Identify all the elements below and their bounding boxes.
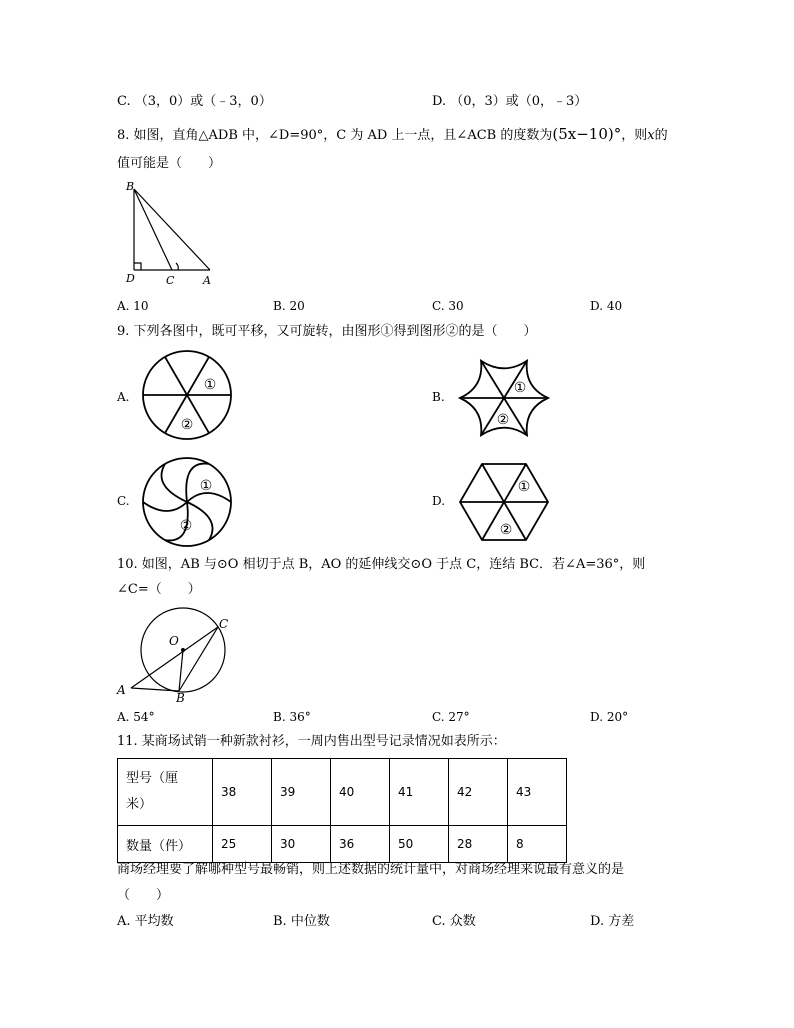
table-row (118, 826, 567, 863)
q8-option-b: B. 20 (273, 299, 305, 313)
q8-label-a: A (203, 274, 211, 287)
q11-header-size (118, 759, 213, 826)
q8-angle-arc (176, 263, 178, 270)
q11-size-cell: 42 (449, 759, 508, 826)
q10-option-a: A. 54° (117, 710, 155, 724)
q10-option-b: B. 36° (273, 710, 311, 724)
q11-size-cell: 41 (390, 759, 449, 826)
q10-segment-bc (179, 627, 218, 691)
q9c-mark-2: ② (179, 518, 193, 534)
q11-size-cell: 39 (272, 759, 331, 826)
q8-stem-part2: ，则 (621, 128, 648, 143)
q8-stem-part1: 8. 如图，直角△ADB 中，∠D=90°，C 为 AD 上一点，且∠ACB 的度数为 (117, 128, 553, 143)
q9-label-a: A. (117, 390, 130, 404)
q8-right-angle-mark (134, 263, 141, 270)
q11-qty-label: 数量（件） (118, 826, 213, 863)
q11-table (117, 758, 567, 863)
q9-label-d: D. (432, 494, 446, 508)
q8-option-a: A. 10 (117, 299, 149, 313)
q10-label-b: B (176, 691, 185, 705)
q8-stem-line2: 值可能是（ ） (117, 156, 222, 171)
q8-stem (117, 125, 668, 145)
q9d-mark-1: ① (517, 479, 531, 495)
q11-size-cell: 38 (213, 759, 272, 826)
q8-expression: (5x−10)° (552, 125, 622, 143)
q8-variable: x (647, 128, 655, 143)
q9c-mark-1: ① (199, 478, 213, 494)
q8-stem-part3: 的 (654, 128, 668, 143)
q11-header-line2: 米） (126, 797, 153, 812)
q11-stem: 11. 某商场试销一种新款衬衫，一周内售出型号记录情况如表所示： (117, 734, 506, 749)
q9b-mark-2: ② (496, 412, 510, 428)
q9-label-c: C. (117, 494, 130, 508)
q11-qty-cell: 8 (508, 826, 567, 863)
q9a-mark-2: ② (180, 417, 194, 433)
q9-label-b: B. (432, 390, 445, 404)
q10-option-d: D. 20° (590, 710, 629, 724)
q11-header-line1: 型号（厘 (126, 771, 179, 786)
q8-label-b: B (126, 180, 135, 193)
q8-option-d: D. 40 (590, 299, 623, 313)
q10-center-dot (181, 648, 185, 652)
q9-figure-d (456, 459, 552, 545)
q11-option-a: A. 平均数 (117, 914, 174, 929)
q8-figure (117, 178, 227, 290)
table-row (118, 759, 567, 826)
q10-stem-line2: ∠C=（ ） (117, 582, 201, 597)
q11-qty-cell: 25 (213, 826, 272, 863)
q7-option-d: D. （0，3）或（0，﹣3） (432, 94, 588, 109)
q11-qty-cell: 36 (331, 826, 390, 863)
q9-stem: 9. 下列各图中，既可平移，又可旋转，由图形①得到图形②的是（ ） (117, 324, 537, 339)
q8-segment-bc (134, 189, 172, 270)
q10-label-a: A (117, 683, 126, 697)
q9-figure-c (140, 456, 234, 548)
q9d-mark-2: ② (499, 522, 513, 538)
q7-option-c: C. （3，0）或（﹣3，0） (117, 94, 272, 109)
q8-label-c: C (166, 274, 175, 287)
q10-figure (117, 608, 232, 703)
q11-qty-cell: 30 (272, 826, 331, 863)
q11-size-cell: 40 (331, 759, 390, 826)
q9b-mark-1: ① (513, 380, 527, 396)
q11-option-d: D. 方差 (590, 914, 635, 929)
q10-label-o: O (169, 634, 179, 648)
q8-label-d: D (126, 272, 135, 285)
q10-segment-ab (131, 688, 179, 691)
q9a-mark-1: ① (203, 377, 217, 393)
q11-qty-cell: 28 (449, 826, 508, 863)
q11-option-c: C. 众数 (432, 914, 476, 929)
q11-size-cell: 43 (508, 759, 567, 826)
q8-segment-ba (134, 189, 210, 270)
q11-question-line2: （ ） (117, 888, 170, 903)
q10-stem-line1: 10. 如图，AB 与⊙O 相切于点 B，AO 的延伸线交⊙O 于点 C，连结 BC．若∠A=36°，则 (117, 557, 646, 572)
q9-figure-b (456, 352, 552, 444)
q11-qty-cell: 50 (390, 826, 449, 863)
q8-option-c: C. 30 (432, 299, 464, 313)
q10-label-c: C (219, 617, 229, 631)
q10-option-c: C. 27° (432, 710, 470, 724)
q9-figure-a (141, 349, 233, 441)
q11-option-b: B. 中位数 (273, 914, 330, 929)
q11-question-line1: 商场经理要了解哪种型号最畅销，则上述数据的统计量中，对商场经理来说最有意义的是 (117, 862, 625, 877)
